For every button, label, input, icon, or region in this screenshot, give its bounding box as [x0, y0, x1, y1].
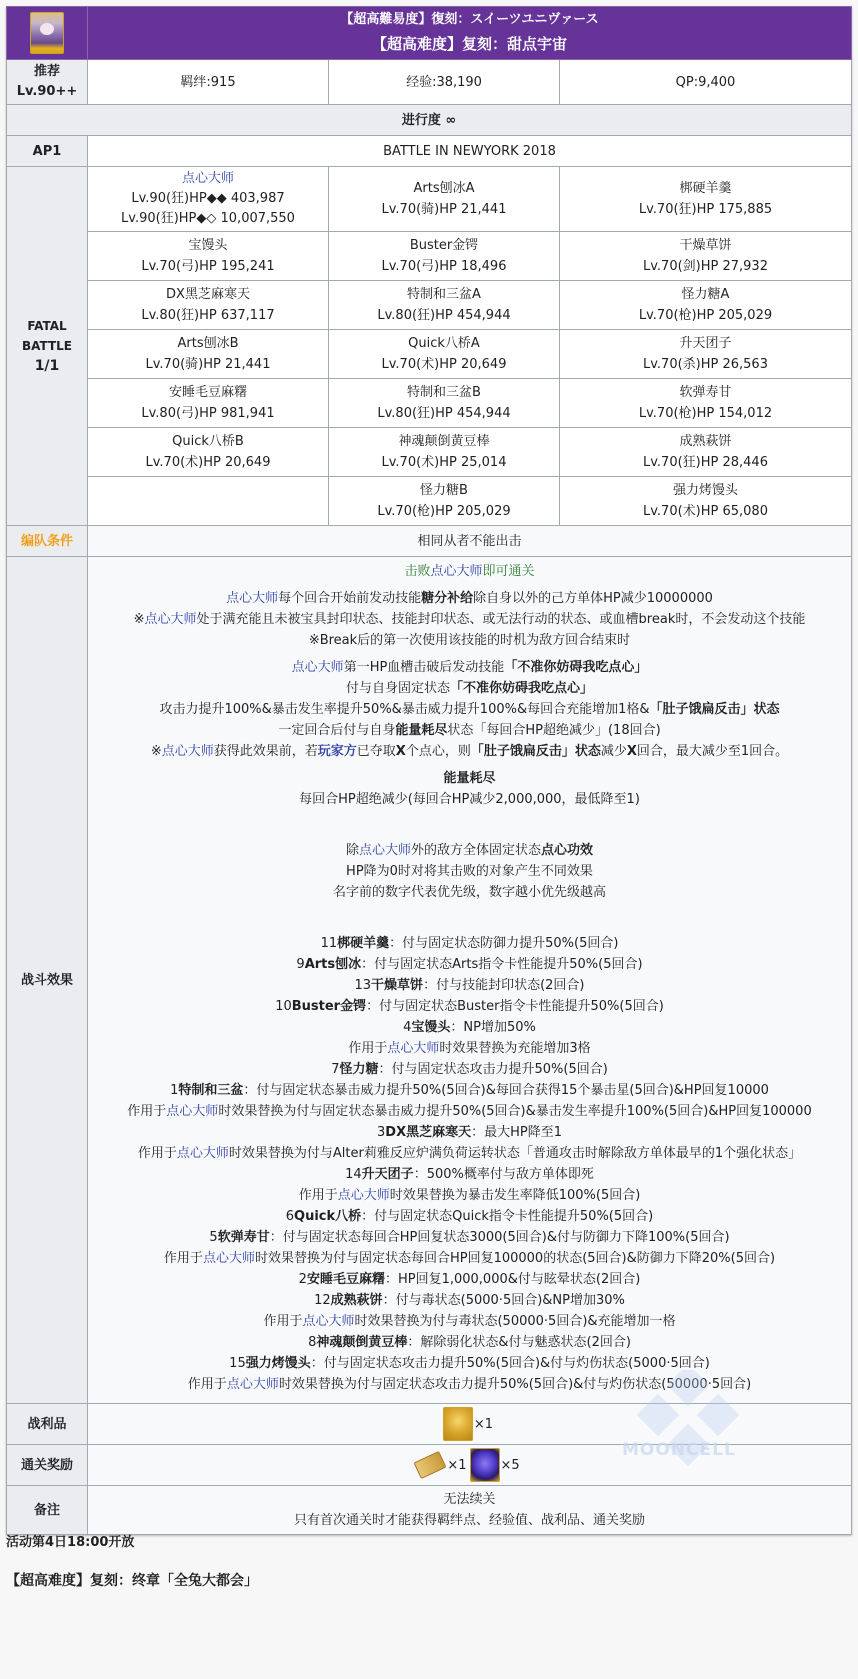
enemy-stat: Lv.90(狂)HP◆◆ 403,987	[131, 191, 285, 206]
boss-link[interactable]: 点心大师	[358, 843, 411, 858]
mooncell-watermark: MOONCELL	[622, 1440, 736, 1460]
effects-row	[7, 557, 852, 1404]
snack-effect-desc: ：付与固定状态Arts指令卡性能提升50%(5回合)	[361, 957, 643, 972]
effect-text: 作用于	[348, 1041, 388, 1056]
enemy-stat: Lv.80(弓)HP 981,941	[141, 406, 275, 421]
enemy-cell	[88, 281, 329, 330]
snack-effect-desc: ：付与固定状态每回合HP回复状态3000(5回合)&付与防御力下降100%(5回合)	[269, 1230, 730, 1245]
snack-effect-desc: ：付与固定状态攻击力提升50%(5回合)&付与灼伤状态(5000·5回合)	[310, 1356, 710, 1371]
effect-text: 攻击力提升100%&暴击发生率提升50%&暴击威力提升100%&每回合充能增加1格&	[159, 702, 650, 717]
bond-value: 羁绊:915	[88, 60, 329, 105]
effect-line	[92, 720, 847, 741]
boss-link[interactable]: 点心大师	[161, 744, 214, 759]
boss-alt-effect	[92, 1311, 847, 1332]
formation-label	[7, 526, 88, 557]
x-variable: X	[395, 744, 406, 759]
enemy-row	[7, 232, 852, 281]
quest-title-jp: 【超高難易度】復刻：スイーツユニヴァース	[340, 12, 599, 27]
enemy-stat: Lv.70(狂)HP 28,446	[643, 455, 768, 470]
snack-effect-item	[92, 1269, 847, 1290]
enemy-cell	[329, 167, 560, 232]
enemy-row	[7, 477, 852, 526]
qp-value: QP:9,400	[560, 60, 852, 105]
enemy-stat: Lv.90(狂)HP◆◇ 10,007,550	[121, 211, 295, 226]
enemy-cell	[88, 428, 329, 477]
enemy-name: 成熟萩饼	[679, 434, 732, 449]
priority-number: 9	[296, 957, 305, 972]
snack-name: 成熟萩饼	[330, 1293, 383, 1308]
quest-table	[6, 6, 852, 1535]
enemy-cell	[88, 330, 329, 379]
effect-line	[92, 678, 847, 699]
boss-alt-effect	[92, 1143, 847, 1164]
effect-line: HP降为0时对将其击败的对象产生不同效果	[346, 864, 593, 879]
enemy-name: 宝馒头	[188, 238, 228, 253]
snack-name: 升天团子	[361, 1167, 414, 1182]
enemy-stat: Lv.70(杀)HP 26,563	[643, 357, 768, 372]
effect-line: ※Break后的第一次使用该技能的时机为敌方回合结束时	[308, 633, 631, 648]
effect-text: 作用于	[187, 1377, 227, 1392]
effect-text: 作用于	[127, 1104, 167, 1119]
effect-text: 每个回合开始前发动技能	[278, 591, 422, 606]
snack-name: 怪力糖	[339, 1062, 379, 1077]
enemy-stat: Lv.80(狂)HP 637,117	[141, 308, 275, 323]
effect-text: 时效果替换为付与固定状态攻击力提升50%(5回合)&付与灼伤状态(50000·5回合)	[278, 1377, 752, 1392]
formation-label-text: 编队条件	[20, 533, 73, 549]
snack-effect-desc: ：付与技能封印状态(2回合)	[423, 978, 585, 993]
enemy-cell	[560, 477, 852, 526]
enemy-stat: Lv.70(术)HP 65,080	[643, 504, 768, 519]
snack-name: Arts刨冰	[304, 957, 362, 972]
effect-text: 时效果替换为付与Alter莉雅反应炉满负荷运转状态「普通攻击时解除敌方单体最早的1个强化状态」	[228, 1146, 802, 1161]
snack-effect-item	[92, 975, 847, 996]
enemy-name-link[interactable]: 点心大师	[181, 171, 234, 186]
snack-effect-item	[92, 1290, 847, 1311]
note-mark: ※	[133, 612, 145, 627]
snack-effect-desc: ：付与固定状态Buster指令卡性能提升50%(5回合)	[366, 999, 664, 1014]
snack-effect-item	[92, 1206, 847, 1227]
boss-alt-effect	[92, 1248, 847, 1269]
snack-name: Buster金锷	[291, 999, 367, 1014]
snack-effect-item	[92, 1353, 847, 1374]
progress-row	[7, 105, 852, 136]
notes-label: 备注	[7, 1486, 88, 1535]
effect-text: 付与自身固定状态	[345, 681, 450, 696]
battle-label-2: BATTLE	[22, 339, 72, 353]
recommend-row	[7, 60, 852, 105]
snack-effect-desc: ：最大HP降至1	[471, 1125, 562, 1140]
snack-name: Quick八桥	[294, 1209, 362, 1224]
enemy-stat: Lv.70(骑)HP 21,441	[145, 357, 271, 372]
enemy-name: Buster金锷	[409, 238, 479, 253]
enemy-cell-boss	[88, 167, 329, 232]
effect-text: 时效果替换为暴击发生率降低100%(5回合)	[389, 1188, 641, 1203]
snack-effect-item	[92, 1332, 847, 1353]
snack-name: 软弹寿甘	[217, 1230, 270, 1245]
snack-name: 强力烤馒头	[245, 1356, 311, 1371]
effect-text: 处于满充能且未被宝具封印状态、技能封印状态、或无法行动的状态、或血槽break时，不会发动这个技能	[196, 612, 806, 627]
enemy-row	[7, 379, 852, 428]
effect-text: 一定回合后付与自身	[278, 723, 396, 738]
formation-row	[7, 526, 852, 557]
enemy-name: 软弹寿甘	[679, 385, 732, 400]
drops-items	[88, 1404, 852, 1445]
snack-effect-desc: ：解除弱化状态&付与魅惑状态(2回合)	[407, 1335, 631, 1350]
next-quest-title: 【超高难度】复刻：终章「全兔大都会」	[6, 1573, 258, 1589]
snack-effect-desc: ：NP增加50%	[450, 1020, 536, 1035]
snack-effect-desc: ：HP回复1,000,000&付与眩晕状态(2回合)	[384, 1272, 641, 1287]
enemy-stat: Lv.70(枪)HP 205,029	[638, 308, 773, 323]
effect-text: 时效果替换为充能增加3格	[439, 1041, 591, 1056]
quest-title-cn: 【超高难度】复刻：甜点宇宙	[371, 35, 567, 53]
snack-name: 干燥草饼	[371, 978, 424, 993]
priority-number: 2	[298, 1272, 307, 1287]
effect-text: 除自身以外的己方单体HP减少10000000	[473, 591, 713, 606]
quest-infobox-wrapper	[6, 6, 852, 1535]
snack-effect-item	[92, 996, 847, 1017]
enemy-row	[7, 281, 852, 330]
formation-value: 相同从者不能出击	[88, 526, 852, 557]
boss-link[interactable]: 点心大师	[387, 1041, 440, 1056]
enemy-name: 怪力糖B	[420, 483, 468, 498]
enemy-cell	[560, 379, 852, 428]
enemy-name: 干燥草饼	[679, 238, 732, 253]
enemy-name: Quick八桥B	[172, 434, 244, 449]
effect-line	[92, 657, 847, 678]
enemy-cell	[88, 232, 329, 281]
priority-number: 11	[320, 936, 338, 951]
enemy-cell	[329, 477, 560, 526]
priority-number: 4	[403, 1020, 412, 1035]
reward-row	[7, 1445, 852, 1486]
enemy-stat: Lv.70(狂)HP 175,885	[638, 202, 773, 217]
gold-statue-icon[interactable]	[443, 1407, 473, 1441]
enemy-row	[7, 330, 852, 379]
enemy-name: 安睡毛豆麻糬	[168, 385, 247, 400]
effect-text: 第一HP血槽击破后发动技能	[343, 660, 505, 675]
reward-label: 通关奖励	[7, 1445, 88, 1486]
boss-link[interactable]: 点心大师	[302, 1314, 355, 1329]
note-line: 只有首次通关时才能获得羁绊点、经验值、战利品、通关奖励	[293, 1513, 645, 1528]
effect-line	[92, 840, 847, 861]
effect-text: 作用于	[263, 1314, 303, 1329]
priority-number: 5	[209, 1230, 218, 1245]
status-name: 能量耗尽	[395, 723, 448, 738]
effect-line	[92, 609, 847, 630]
fatal-battle-label	[7, 167, 88, 526]
enemy-cell	[560, 330, 852, 379]
priority-number: 7	[331, 1062, 340, 1077]
enemy-cell	[560, 281, 852, 330]
priority-number: 1	[170, 1083, 179, 1098]
snack-effect-item	[92, 1227, 847, 1248]
player-side-link[interactable]: 玩家方	[317, 744, 357, 759]
drop-qty: ×1	[473, 1416, 494, 1432]
snack-effect-desc: ：500%概率付与敌方单体即死	[413, 1167, 594, 1182]
enemy-stat: Lv.70(术)HP 20,649	[381, 357, 507, 372]
stage-name: BATTLE IN NEWYORK 2018	[88, 136, 852, 167]
servant-avatar-icon[interactable]	[30, 12, 64, 54]
reward-items	[88, 1445, 852, 1486]
effect-text: 作用于	[137, 1146, 177, 1161]
effect-text: 个点心，则	[405, 744, 471, 759]
energy-title	[92, 768, 847, 789]
snack-name: 神魂颠倒黄豆棒	[316, 1335, 408, 1350]
enemy-name: 神魂颠倒黄豆棒	[398, 434, 490, 449]
enemy-cell	[560, 232, 852, 281]
snack-effect-item	[92, 1122, 847, 1143]
snack-effect-list	[92, 933, 847, 1395]
reward-qty: ×1	[447, 1457, 467, 1473]
effect-text: 作用于	[163, 1251, 203, 1266]
enemy-cell	[329, 428, 560, 477]
effect-text: 时效果替换为付与毒状态(50000·5回合)&充能增加一格	[354, 1314, 676, 1329]
priority-number: 10	[275, 999, 292, 1014]
snack-name: 特制和三盆	[178, 1083, 244, 1098]
skill-name: 「不准你妨碍我吃点心」	[450, 681, 594, 696]
enemy-stat: Lv.80(狂)HP 454,944	[377, 308, 511, 323]
enemy-stat: Lv.70(术)HP 20,649	[145, 455, 271, 470]
enemy-name: 强力烤馒头	[672, 483, 738, 498]
enemy-cell	[329, 330, 560, 379]
snack-effect-item	[92, 1164, 847, 1185]
enemy-cell	[329, 232, 560, 281]
snack-effect-item	[92, 933, 847, 954]
recommend-label-text: 推荐	[33, 64, 60, 79]
exp-value: 经验:38,190	[329, 60, 560, 105]
priority-number: 12	[314, 1293, 331, 1308]
enemy-name: 怪力糖A	[681, 287, 730, 302]
priority-number: 13	[354, 978, 372, 993]
snack-effect-desc: ：付与固定状态暴击威力提升50%(5回合)&每回合获得15个暴击星(5回合)&HP回复10000	[243, 1083, 769, 1098]
enemy-name: Arts刨冰A	[413, 181, 475, 196]
enemy-name: 特制和三盆B	[407, 385, 481, 400]
snack-effect-desc: ：付与固定状态Quick指令卡性能提升50%(5回合)	[361, 1209, 654, 1224]
below-table-content	[6, 1523, 258, 1590]
snack-effect-item	[92, 1059, 847, 1080]
effect-text: 时效果替换为付与固定状态暴击威力提升50%(5回合)&暴击发生率提升100%(5回合)&HP回复100000	[218, 1104, 812, 1119]
boss-alt-effect	[92, 1038, 847, 1059]
status-name: 能量耗尽	[443, 771, 496, 786]
priority-number: 14	[345, 1167, 362, 1182]
status-name: 「肚子饿扁反击」状态	[470, 744, 601, 759]
enemy-cell-empty	[88, 477, 329, 526]
boss-link[interactable]: 点心大师	[226, 591, 279, 606]
effect-line	[92, 699, 847, 720]
boss-alt-effect	[92, 1185, 847, 1206]
progress-label: 进行度 ∞	[7, 105, 852, 136]
priority-number: 6	[285, 1209, 295, 1224]
x-variable: X	[626, 744, 637, 759]
enemy-name: Quick八桥A	[408, 336, 480, 351]
snack-name: DX黑芝麻寒天	[385, 1125, 472, 1140]
enemy-stat: Lv.70(剑)HP 27,932	[643, 259, 768, 274]
ap-label: AP1	[7, 136, 88, 167]
enemy-row	[7, 428, 852, 477]
enemy-name: 梆硬羊羹	[679, 181, 732, 196]
purple-crystal-icon[interactable]	[470, 1448, 500, 1482]
effect-line	[92, 741, 847, 762]
enemy-name: Arts刨冰B	[177, 336, 239, 351]
boss-link[interactable]: 点心大师	[226, 1377, 279, 1392]
skill-name: 糖分补给	[421, 591, 474, 606]
enemy-stat: Lv.70(弓)HP 18,496	[381, 259, 507, 274]
snack-name: 安睡毛豆麻糬	[306, 1272, 385, 1287]
title-row	[7, 7, 852, 60]
note-line: 无法续关	[443, 1492, 496, 1507]
effects-content	[88, 557, 852, 1404]
recommend-level: Lv.90++	[16, 84, 78, 99]
enemy-cell	[560, 428, 852, 477]
priority-number: 8	[308, 1335, 317, 1350]
battle-label-1: FATAL	[27, 319, 67, 333]
effect-text: 减少	[600, 744, 627, 759]
quest-title-cell	[88, 7, 852, 60]
enemy-cell	[329, 281, 560, 330]
snack-name: 宝馒头	[411, 1020, 451, 1035]
snack-effect-item	[92, 1080, 847, 1101]
enemy-stat: Lv.70(骑)HP 21,441	[381, 202, 507, 217]
enemy-stat: Lv.70(枪)HP 154,012	[638, 406, 773, 421]
boss-alt-effect	[92, 1374, 847, 1395]
priority-number: 15	[229, 1356, 246, 1371]
boss-link[interactable]: 点心大师	[337, 1188, 390, 1203]
boss-link[interactable]: 点心大师	[176, 1146, 229, 1161]
recommend-label	[7, 60, 88, 105]
enemy-stat: Lv.70(术)HP 25,014	[381, 455, 507, 470]
snack-effect-desc: ：付与固定状态防御力提升50%(5回合)	[389, 936, 619, 951]
effect-text: 除	[345, 843, 359, 858]
snack-effect-desc: ：付与毒状态(5000·5回合)&NP增加30%	[382, 1293, 625, 1308]
effect-line	[92, 588, 847, 609]
skill-name: 「不准你妨碍我吃点心」	[504, 660, 648, 675]
boss-alt-effect	[92, 1101, 847, 1122]
effect-text: 时效果替换为付与固定状态每回合HP回复100000的状态(5回合)&防御力下降20%(5回合)	[254, 1251, 776, 1266]
note-mark: ※	[150, 744, 162, 759]
clear-condition	[92, 561, 847, 582]
clear-suffix: 即可通关	[482, 564, 535, 579]
effect-text: 作用于	[298, 1188, 338, 1203]
effect-text: 状态「每回合HP超绝减少」(18回合)	[447, 723, 661, 738]
effect-line: 名字前的数字代表优先级，数字越小优先级越高	[332, 885, 606, 900]
ap-row	[7, 136, 852, 167]
status-name: 「肚子饿扁反击」状态	[649, 702, 780, 717]
enemy-stat: Lv.80(狂)HP 454,944	[377, 406, 511, 421]
open-time: 活动第4日18:00开放	[6, 1535, 135, 1550]
enemy-stat: Lv.70(枪)HP 205,029	[377, 504, 511, 519]
snack-effect-desc: ：付与固定状态攻击力提升50%(5回合)	[378, 1062, 608, 1077]
enemy-stat: Lv.70(弓)HP 195,241	[141, 259, 275, 274]
enemy-row	[7, 167, 852, 232]
effect-text: 外的敌方全体固定状态	[411, 843, 542, 858]
drops-label: 战利品	[7, 1404, 88, 1445]
boss-link[interactable]: 点心大师	[430, 564, 483, 579]
enemy-name: 升天团子	[679, 336, 732, 351]
snack-effect-item	[92, 954, 847, 975]
clear-prefix: 击败	[404, 564, 431, 579]
enemy-cell	[329, 379, 560, 428]
snack-effect-item	[92, 1017, 847, 1038]
enemy-name: 特制和三盆A	[407, 287, 481, 302]
enemy-name: DX黑芝麻寒天	[166, 287, 250, 302]
boss-link[interactable]: 点心大师	[202, 1251, 255, 1266]
battle-wave: 1/1	[34, 358, 60, 374]
quest-avatar-cell	[7, 7, 88, 60]
status-name: 点心功效	[541, 843, 594, 858]
drops-row	[7, 1404, 852, 1445]
effect-text: 已夺取	[356, 744, 396, 759]
reward-qty: ×5	[500, 1457, 520, 1473]
boss-link[interactable]: 点心大师	[291, 660, 344, 675]
effects-label: 战斗效果	[7, 557, 88, 1404]
effect-text: 获得此效果前，若	[213, 744, 318, 759]
snack-name: 梆硬羊羹	[337, 936, 390, 951]
golden-ticket-icon[interactable]	[414, 1451, 447, 1479]
boss-link[interactable]: 点心大师	[166, 1104, 219, 1119]
priority-number: 3	[377, 1125, 386, 1140]
enemy-cell	[560, 167, 852, 232]
boss-link[interactable]: 点心大师	[144, 612, 197, 627]
enemy-cell	[88, 379, 329, 428]
energy-desc: 每回合HP超绝减少(每回合HP减少2,000,000，最低降至1)	[299, 792, 640, 807]
effect-text: 回合，最大减少至1回合。	[636, 744, 789, 759]
